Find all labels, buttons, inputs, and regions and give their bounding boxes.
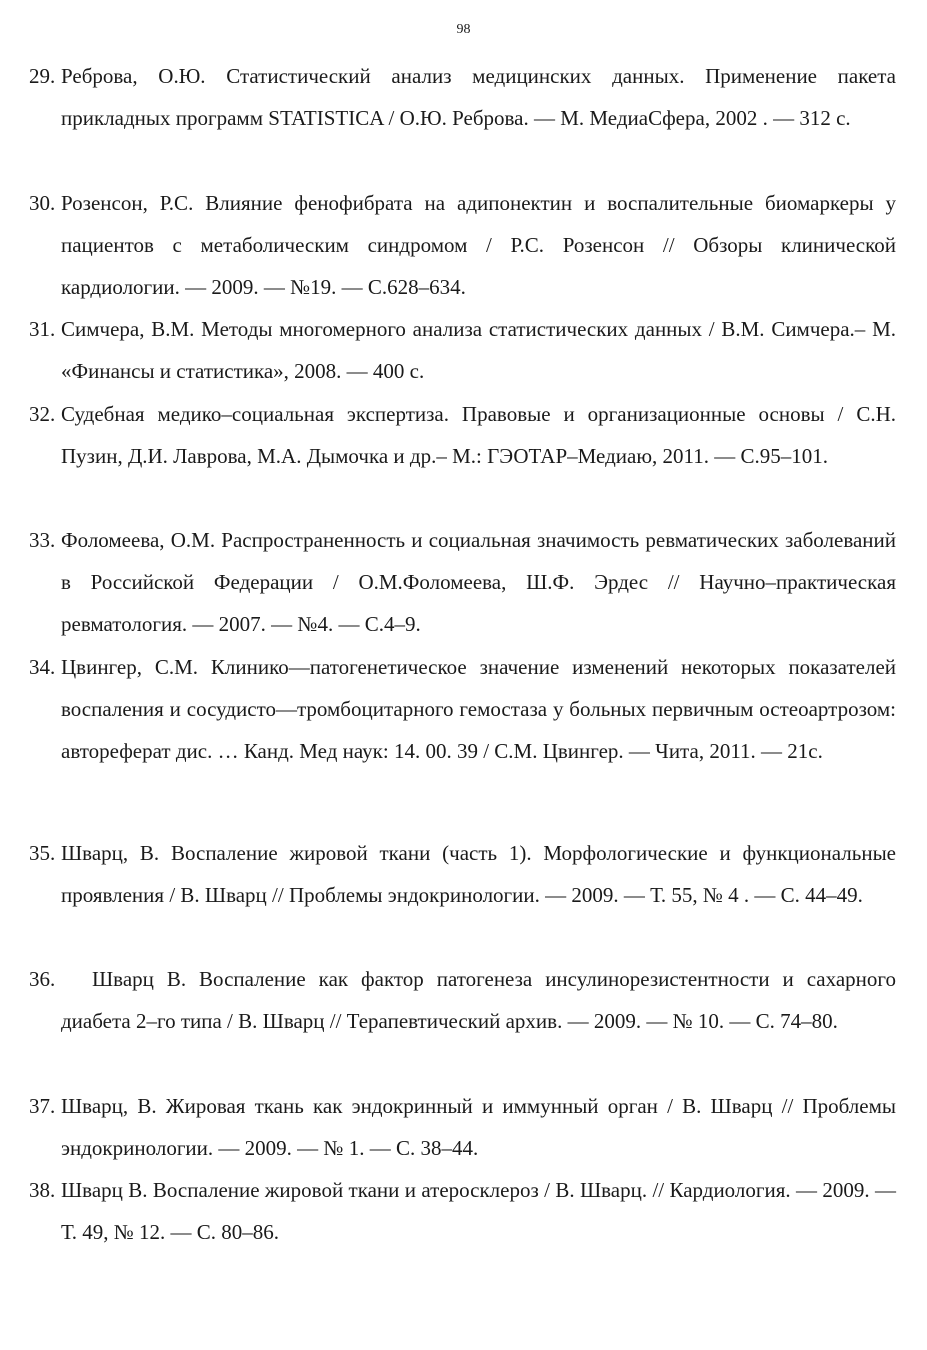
reference-item-36 — [29, 958, 896, 1042]
reference-text: Симчера, В.М. Методы многомерного анализа статистических данных / В.М. Симчера.– М. «Финансы и статистика», 2008. — 400 с. — [61, 317, 896, 383]
reference-item-37 — [29, 1085, 896, 1169]
reference-number: 37. — [29, 1094, 56, 1118]
reference-number: 34. — [29, 655, 56, 679]
reference-text: Розенсон, Р.С. Влияние фенофибрата на адипонектин и воспалительные биомаркеры у пациентов с метаболическим синдромом / Р.С. Розенсон // Обзоры клинической кардиологии. — 2009. — №19. — С.628–634. — [61, 191, 896, 299]
reference-text: Фоломеева, О.М. Распространенность и социальная значимость ревматических заболеваний в Российской Федерации / О.М.Фоломеева, Ш.Ф. Эрдес // Научно–практическая ревматология. — 2007. — №4. — С.4–9. — [61, 528, 896, 636]
reference-number: 38. — [29, 1178, 56, 1202]
reference-text: Цвингер, С.М. Клинико—патогенетическое значение изменений некоторых показателей воспаления и сосудисто—тромбоцитарного гемостаза у больных первичным остеоартрозом: автореферат дис. … Канд. Мед наук: 14. 00. 39 / С.М. Цвингер. — Чита, 2011. — 21с. — [61, 655, 896, 763]
reference-text: Шварц, В. Воспаление жировой ткани (часть 1). Морфологические и функциональные проявления / В. Шварц // Проблемы эндокринологии. — 2009. — Т. 55, № 4 . — С. 44–49. — [61, 841, 896, 907]
reference-item-33 — [29, 519, 896, 645]
reference-text: Судебная медико–социальная экспертиза. Правовые и организационные основы / С.Н. Пузин, Д.И. Лаврова, М.А. Дымочка и др.– М.: ГЭОТАР–Медиаю, 2011. — С.95–101. — [61, 402, 896, 468]
reference-number: 35. — [29, 841, 56, 865]
reference-number: 29. — [29, 64, 56, 88]
reference-number: 30. — [29, 191, 56, 215]
reference-item-29 — [29, 55, 896, 139]
reference-number: 33. — [29, 528, 56, 552]
reference-item-35 — [29, 832, 896, 916]
reference-text: Шварц, В. Жировая ткань как эндокринный и иммунный орган / В. Шварц // Проблемы эндокринологии. — 2009. — № 1. — С. 38–44. — [61, 1094, 896, 1160]
reference-item-38 — [29, 1169, 896, 1253]
reference-text: Шварц В. Воспаление как фактор патогенеза инсулинорезистентности и сахарного диабета 2–го типа / В. Шварц // Терапевтический архив. — 2009. — № 10. — С. 74–80. — [61, 967, 896, 1033]
reference-number: 36. — [29, 967, 56, 991]
reference-number: 31. — [29, 317, 56, 341]
reference-item-30 — [29, 182, 896, 308]
reference-item-34 — [29, 646, 896, 772]
reference-text: Реброва, О.Ю. Статистический анализ медицинских данных. Применение пакета прикладных программ STATISTICA / О.Ю. Реброва. — М. МедиаСфера, 2002 . — 312 с. — [61, 64, 896, 130]
reference-item-32 — [29, 393, 896, 477]
page-number: 98 — [456, 22, 471, 37]
reference-number: 32. — [29, 402, 56, 426]
reference-item-31 — [29, 308, 896, 392]
reference-text: Шварц В. Воспаление жировой ткани и атеросклероз / В. Шварц. // Кардиология. — 2009. — Т. 49, № 12. — С. 80–86. — [61, 1178, 896, 1244]
